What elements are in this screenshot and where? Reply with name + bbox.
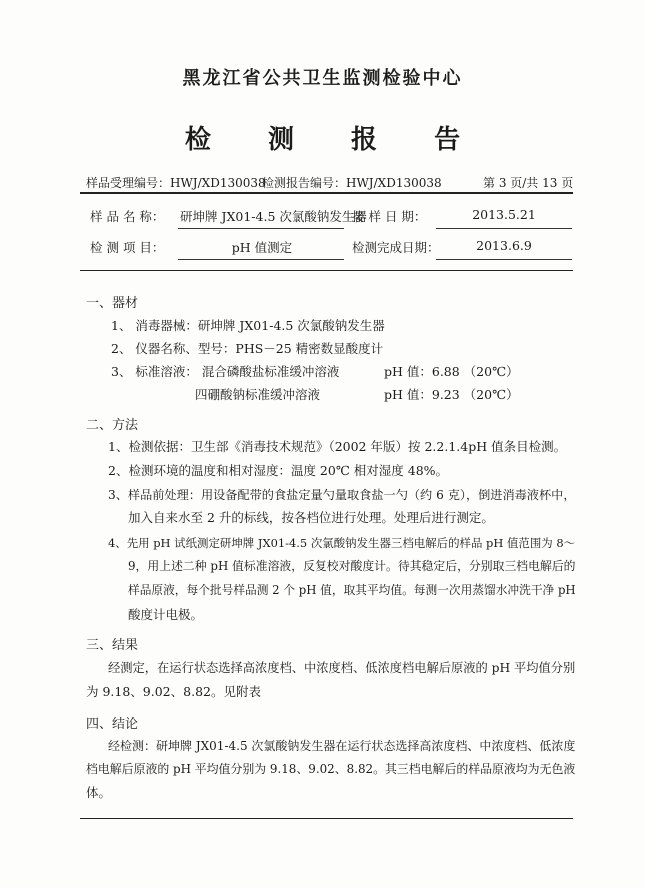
buffer-ph-2: pH 值：9.23 （20℃）: [384, 387, 519, 402]
equipment-item-1: 1、 消毒器械：研坤牌 JX01-4.5 次氯酸钠发生器: [111, 318, 385, 333]
report-title: 检 测 报 告: [184, 125, 485, 155]
method-item-3-line-1: 3、样品前处理：用设备配带的食盐定量勺量取食盐一勺（约 6 克），倒进消毒液杯中，: [108, 488, 576, 502]
test-item-underline: [178, 259, 344, 260]
footer-rule: [80, 818, 573, 819]
method-item-4-line-1: 4、先用 pH 试纸测定研坤牌 JX01-4.5 次氯酸钠发生器三档电解后的样品 pH 值范围为 8～: [108, 536, 576, 550]
conclusion-line-2: 档电解后原液的 pH 平均值分别为 9.18、9.02、8.82。其三档电解后的样品原液均为无色液: [86, 762, 576, 776]
equipment-item-3: 3、 标准溶液： 混合磷酸盐标准缓冲溶液: [111, 364, 340, 379]
info-rule: [80, 270, 573, 271]
method-item-3-line-2: 加入自来水至 2 升的标线，按各档位进行处理。处理后进行测定。: [128, 510, 494, 525]
result-line-1: 经测定，在运行状态选择高浓度档、中浓度档、低浓度档电解后原液的 pH 平均值分别: [108, 661, 576, 675]
receive-date-label: 接 样 日 期：: [352, 209, 427, 224]
receive-date-value: 2013.5.21: [472, 207, 536, 222]
method-item-1: 1、检测依据：卫生部《消毒技术规范》（2002 年版）按 2.2.1.4pH 值条目检测。: [108, 439, 567, 454]
section-method-heading: 二、方法: [86, 418, 139, 433]
equipment-item-2: 2、 仪器名称、型号：PHS－25 精密数显酸度计: [111, 341, 384, 356]
sample-receipt-number: 样品受理编号：HWJ/XD130038: [86, 176, 266, 190]
sample-name-label: 样 品 名 称：: [90, 209, 165, 224]
report-number: 检测报告编号：HWJ/XD130038: [262, 176, 442, 190]
sample-name-value: 研坤牌 JX01-4.5 次氯酸钠发生器: [180, 209, 367, 224]
header-rule: [80, 192, 573, 194]
conclusion-line-1: 经检测：研坤牌 JX01-4.5 次氯酸钠发生器在运行状态选择高浓度档、中浓度档、低浓度: [108, 739, 576, 753]
method-item-2: 2、检测环境的温度和相对湿度：温度 20℃ 相对湿度 48%。: [108, 463, 449, 478]
method-item-4-line-3: 样品原液，每个批号样品测 2 个 pH 值，取其平均值。每测一次用蒸馏水冲洗干净 pH: [128, 583, 576, 597]
section-equipment-heading: 一、器材: [86, 296, 139, 311]
buffer-ph-1: pH 值：6.88 （20℃）: [384, 364, 519, 379]
conclusion-line-3: 体。: [86, 785, 112, 800]
receive-date-underline: [436, 228, 572, 229]
method-item-4-line-4: 酸度计电极。: [128, 607, 204, 622]
result-line-2: 为 9.18、9.02、8.82。见附表: [86, 684, 261, 699]
test-item-label: 检 测 项 目：: [90, 240, 165, 255]
method-item-4-line-2: 9，用上述二种 pH 值标准溶液，反复校对酸度计。待其稳定后，分别取三档电解后的: [128, 559, 576, 573]
section-result-heading: 三、结果: [86, 638, 139, 653]
complete-date-label: 检测完成日期：: [352, 240, 440, 255]
org-name: 黑龙江省公共卫生监测检验中心: [182, 68, 463, 89]
complete-date-underline: [436, 259, 572, 260]
buffer-2: 四硼酸钠标准缓冲溶液: [195, 387, 321, 402]
complete-date-value: 2013.6.9: [476, 238, 532, 253]
page-number: 第 3 页/共 13 页: [483, 176, 574, 190]
test-item-value: pH 值测定: [231, 240, 293, 255]
section-conclusion-heading: 四、结论: [86, 717, 139, 732]
sample-name-underline: [178, 228, 344, 229]
